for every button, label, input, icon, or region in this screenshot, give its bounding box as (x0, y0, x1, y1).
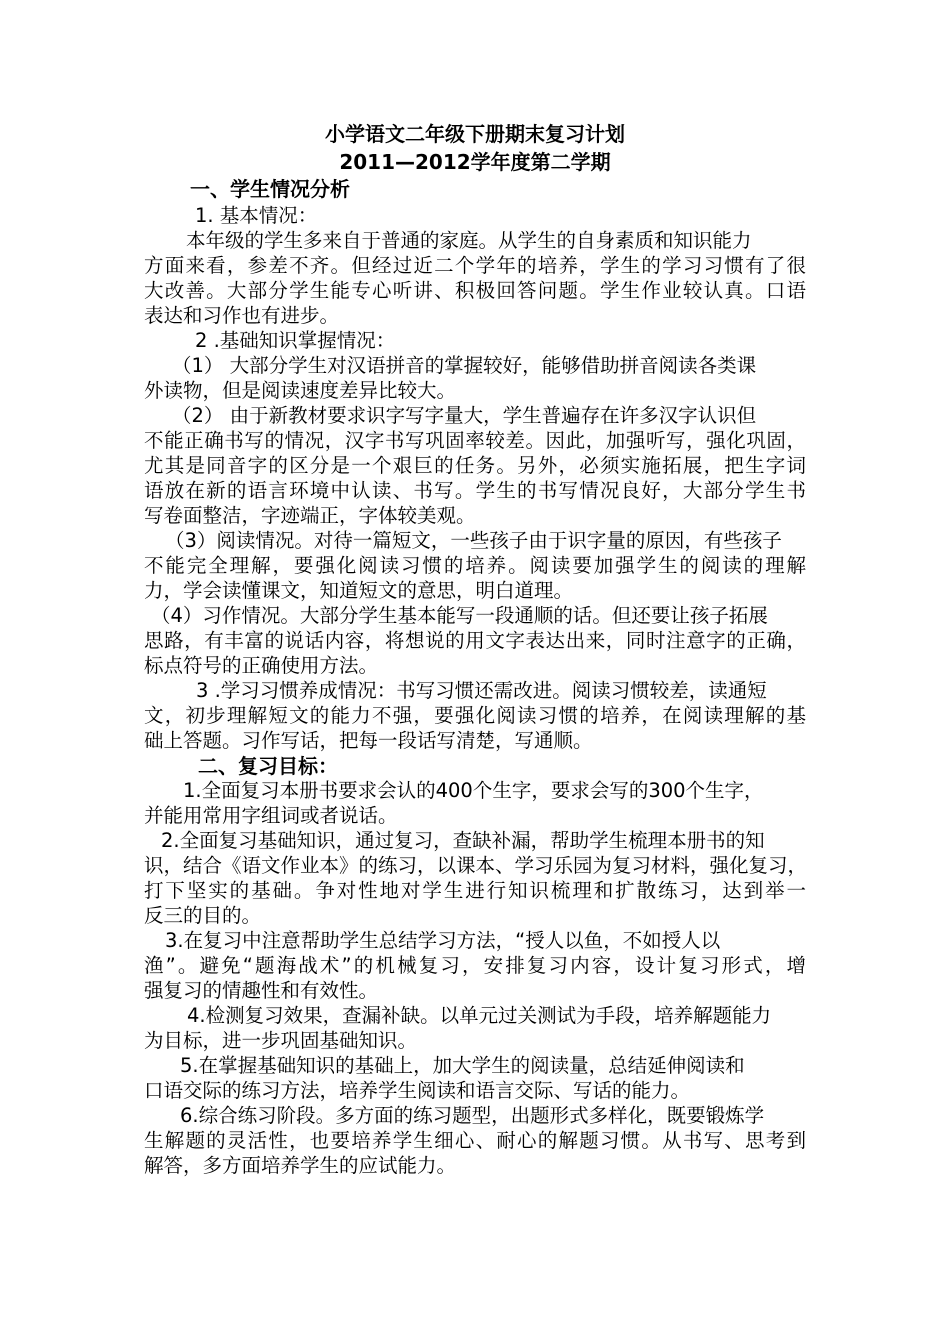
paragraph-line: 打下坚实的基础。争对性地对学生进行知识梳理和扩散练习，达到举一 (144, 879, 806, 902)
paragraph-line: 外读物，但是阅读速度差异比较大。 (144, 379, 457, 402)
paragraph-line: 标点符号的正确使用方法。 (144, 654, 379, 677)
paragraph-line: 1.全面复习本册书要求会认的400个生字，要求会写的300个生字， (183, 779, 764, 802)
section-heading-review-goals: 二、复习目标： (198, 754, 338, 778)
paragraph-line: （2） 由于新教材要求识字写字量大，学生普遍存在许多汉字认识但 (172, 404, 757, 427)
document-title: 小学语文二年级下册期末复习计划 (325, 122, 625, 146)
paragraph-line: 写卷面整洁，字迹端正，字体较美观。 (144, 504, 476, 527)
paragraph-line: 2.全面复习基础知识，通过复习，查缺补漏，帮助学生梳理本册书的知 (161, 829, 765, 852)
paragraph-line: 生解题的灵活性，也要培养学生细心、耐心的解题习惯。从书写、思考到 (144, 1129, 806, 1152)
paragraph-line: 3.在复习中注意帮助学生总结学习方法，“授人以鱼，不如授人以 (165, 929, 721, 952)
paragraph-line: 6.综合练习阶段。多方面的练习题型，出题形式多样化，既要锻炼学 (180, 1104, 765, 1127)
paragraph-line: 础上答题。习作写话，把每一段话写清楚，写通顺。 (144, 729, 593, 752)
paragraph-line: 不能完全理解，要强化阅读习惯的培养。阅读要加强学生的阅读的理解 (144, 554, 806, 577)
paragraph-line: 表达和习作也有进步。 (144, 304, 340, 327)
paragraph-line: 4.检测复习效果，查漏补缺。以单元过关测试为手段，培养解题能力 (187, 1004, 772, 1027)
paragraph-line: （4）习作情况。大部分学生基本能写一段通顺的话。但还要让孩子拓展 (151, 604, 768, 627)
paragraph-line: 为目标，进一步巩固基础知识。 (144, 1029, 418, 1052)
paragraph-line: 5.在掌握基础知识的基础上，加大学生的阅读量，总结延伸阅读和 (180, 1054, 745, 1077)
paragraph-line: 口语交际的练习方法，培养学生阅读和语言交际、写话的能力。 (144, 1079, 691, 1102)
paragraph-line: 语放在新的语言环境中认读、书写。学生的书写情况良好，大部分学生书 (144, 479, 806, 502)
paragraph-line: （3）阅读情况。对待一篇短文，一些孩子由于识字量的原因，有些孩子 (165, 529, 782, 552)
subheading-knowledge-mastery: 2 .基础知识掌握情况： (195, 329, 396, 352)
paragraph-line: 力，学会读懂课文，知道短文的意思，明白道理。 (144, 579, 574, 602)
paragraph-line: 3 .学习习惯养成情况：书写习惯还需改进。阅读习惯较差，读通短 (196, 679, 767, 702)
paragraph-line: 大改善。大部分学生能专心听讲、积极回答问题。学生作业较认真。口语 (144, 279, 806, 302)
paragraph-line: 渔”。避免“题海战术”的机械复习，安排复习内容，设计复习形式，增 (144, 954, 806, 977)
document-subtitle: 2011—2012学年度第二学期 (339, 150, 611, 174)
paragraph-line: 不能正确书写的情况，汉字书写巩固率较差。因此，加强听写，强化巩固， (144, 429, 806, 452)
paragraph-line: 本年级的学生多来自于普通的家庭。从学生的自身素质和知识能力 (186, 229, 752, 252)
paragraph-line: 强复习的情趣性和有效性。 (144, 979, 379, 1002)
paragraph-line: 方面来看，参差不齐。但经过近二个学年的培养，学生的学习习惯有了很 (144, 254, 806, 277)
paragraph-line: 思路，有丰富的说话内容，将想说的用文字表达出来，同时注意字的正确， (144, 629, 806, 652)
paragraph-line: 解答，多方面培养学生的应试能力。 (144, 1154, 457, 1177)
section-heading-student-analysis: 一、学生情况分析 (190, 177, 350, 201)
subheading-basic-situation: 1. 基本情况： (195, 204, 318, 227)
paragraph-line: 识，结合《语文作业本》的练习，以课本、学习乐园为复习材料，强化复习， (144, 854, 808, 877)
paragraph-line: 并能用常用字组词或者说话。 (144, 804, 398, 827)
paragraph-line: 反三的目的。 (144, 904, 262, 927)
paragraph-line: （1） 大部分学生对汉语拼音的掌握较好，能够借助拼音阅读各类课 (172, 354, 757, 377)
paragraph-line: 尤其是同音字的区分是一个艰巨的任务。另外，必须实施拓展，把生字词 (144, 454, 806, 477)
paragraph-line: 文，初步理解短文的能力不强，要强化阅读习惯的培养，在阅读理解的基 (144, 704, 806, 727)
